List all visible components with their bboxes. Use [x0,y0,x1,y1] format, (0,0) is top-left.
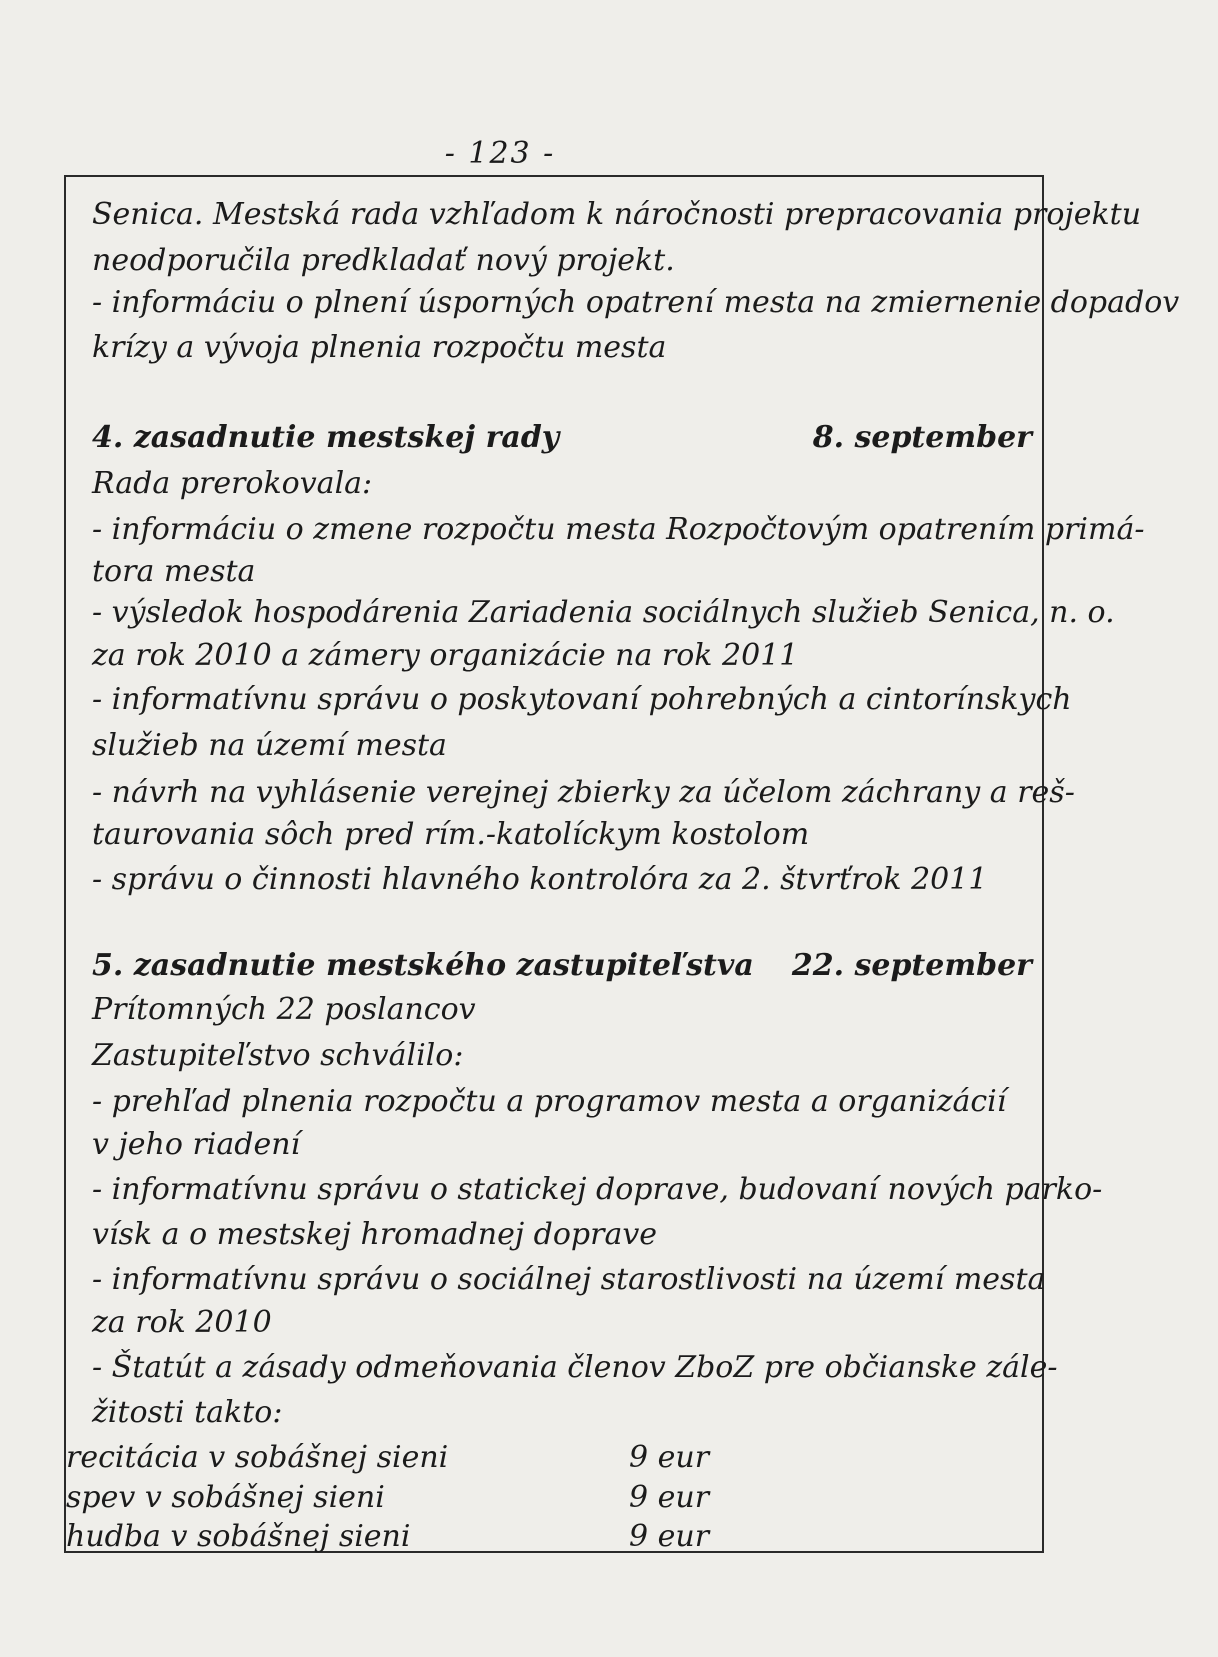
meeting-5-date: 22. september [791,948,1032,983]
agenda-line: - informatívnu správu o poskytovaní pohrebných a cintorínskych [92,682,1072,717]
agenda-line: - návrh na vyhlásenie verejnej zbierky za účelom záchrany a reš- [92,775,1075,810]
fee-label: spev v sobášnej sieni [66,1480,385,1515]
agenda-line: za rok 2010 a zámery organizácie na rok 2011 [92,638,799,673]
meeting-5-attendance: Prítomných 22 poslancov [92,992,476,1027]
fee-label: hudba v sobášnej sieni [66,1519,411,1554]
agenda-line: služieb na území mesta [92,728,447,763]
meeting-5-title: 5. zasadnutie mestského zastupiteľstva [92,948,754,983]
agenda-line: tora mesta [92,554,256,589]
agenda-line: - prehľad plnenia rozpočtu a programov mesta a organizácií [92,1084,1007,1119]
agenda-line: - výsledok hospodárenia Zariadenia sociálnych služieb Senica, n. o. [92,595,1115,630]
agenda-line: vísk a o mestskej hromadnej doprave [92,1217,658,1252]
agenda-line: - informáciu o zmene rozpočtu mesta Rozpočtovým opatrením primá- [92,512,1145,547]
meeting-4-heading [92,418,1032,458]
meeting-4-intro: Rada prerokovala: [92,466,373,501]
page-number: - 123 - [444,136,556,171]
paragraph-line: - informáciu o plnení úsporných opatrení mesta na zmiernenie dopadov [92,285,1180,320]
agenda-line: v jeho riadení [92,1127,301,1162]
meeting-5-heading [92,946,1032,986]
meeting-4-date: 8. september [812,420,1032,455]
fee-amount: 9 eur [629,1519,710,1554]
agenda-line: taurovania sôch pred rím.-katolíckym kostolom [92,817,810,852]
agenda-line: - informatívnu správu o sociálnej starostlivosti na území mesta [92,1262,1046,1297]
agenda-line: za rok 2010 [92,1305,272,1340]
fee-amount: 9 eur [629,1440,710,1475]
fee-amount: 9 eur [629,1480,710,1515]
paragraph-line: krízy a vývoja plnenia rozpočtu mesta [92,330,667,365]
meeting-5-intro: Zastupiteľstvo schválilo: [92,1038,464,1073]
agenda-line: žitosti takto: [92,1395,283,1430]
fee-label: recitácia v sobášnej sieni [66,1440,449,1475]
agenda-line: - správu o činnosti hlavného kontrolóra za 2. štvrťrok 2011 [92,862,988,897]
agenda-line: - Štatút a zásady odmeňovania členov ZboZ pre občianske zále- [92,1350,1058,1385]
paragraph-line: neodporučila predkladať nový projekt. [92,243,675,278]
fee-row [66,1478,1026,1518]
fee-row [66,1438,1026,1478]
meeting-4-title: 4. zasadnutie mestskej rady [92,420,560,455]
fee-row [66,1517,1026,1557]
agenda-line: - informatívnu správu o statickej doprave, budovaní nových parko- [92,1172,1103,1207]
paragraph-line: Senica. Mestská rada vzhľadom k náročnosti prepracovania projektu [92,197,1142,232]
